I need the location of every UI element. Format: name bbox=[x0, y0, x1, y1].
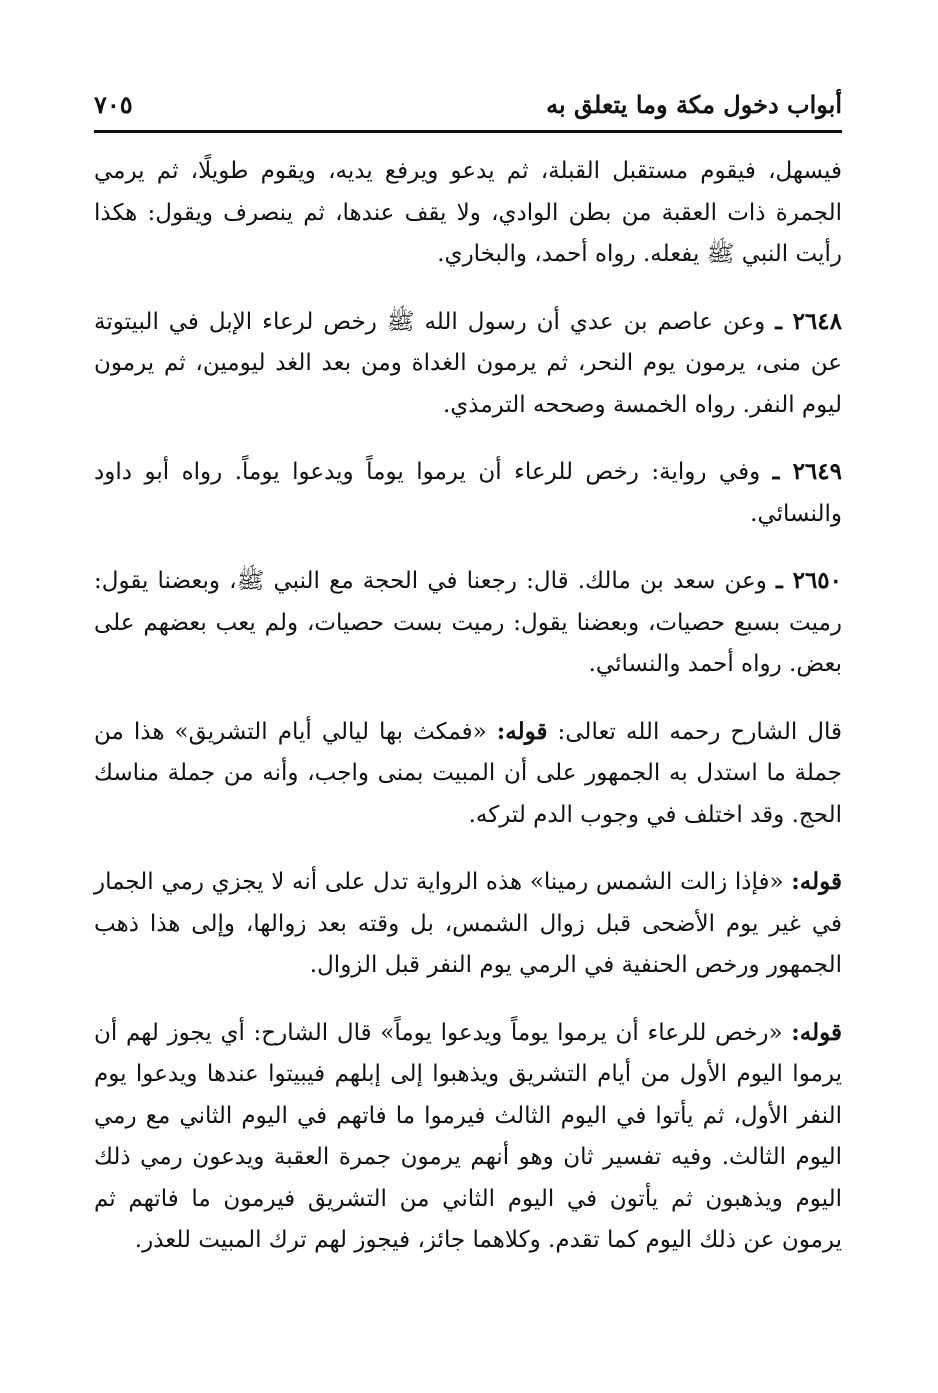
paragraph-text: وعن سعد بن مالك. قال: رجعنا في الحجة مع النبي ﷺ، وبعضنا يقول: رميت بسبع حصيات، وبعضنا يقول: رميت بست حصيات، ولم يعب بعضهم على بعض. رواه أحمد والنسائي. bbox=[94, 568, 842, 677]
paragraph-text: وعن عاصم بن عدي أن رسول الله ﷺ رخص لرعاء الإبل في البيتوتة عن منى، يرمون يوم النحر، ثم يرمون الغداة ومن بعد الغد ليومين، ثم يرمون ليوم النفر. رواه الخمسة وصححه الترمذي. bbox=[94, 308, 842, 418]
paragraph-text: «فإذا زالت الشمس رمينا» هذه الرواية تدل على أنه لا يجزي رمي الجمار في غير يوم الأضحى قبل زوال الشمس، بل وقته بعد زوالها، وإلى هذا ذهب الجمهور ورخص الحنفية في الرمي يوم النفر قبل الزوال. bbox=[94, 869, 842, 978]
hadith-number: ٢٦٤٨ ـ bbox=[775, 307, 842, 335]
commentary-keyword: قوله: bbox=[791, 868, 842, 895]
hadith-2650 bbox=[94, 560, 842, 686]
paragraph-text: «رخص للرعاء أن يرموا يوماً ويدعوا يوماً» قال الشارح: أي يجوز لهم أن يرموا اليوم الأول من أيام التشريق ويذهبوا إلى إبلهم فيبيتوا عندها ويدعوا يوم النفر الأول، ثم يأتوا في اليوم الثالث فيرموا ما فاتهم في اليوم الثاني مع رمي اليوم الثالث. وفيه تفسير ثان وهو أنهم يرمون جمرة العقبة ويدعون رمي ذلك اليوم ويذهبون ثم يأتون في اليوم الثاني من التشريق فيرمون ما فاتهم ثم يرمون عن ذلك اليوم كما تقدم. وكلاهما جائز، فيجوز لهم ترك المبيت للعذر. bbox=[94, 1019, 842, 1253]
commentary-keyword: قوله: bbox=[496, 717, 548, 745]
running-header bbox=[94, 78, 842, 133]
paragraph-text: «فمكث بها ليالي أيام التشريق» هذا من جملة ما استدل به الجمهور على أن المبيت بمنى واجب، وأنه من جملة مناسك الحج. وقد اختلف في وجوب الدم لتركه. bbox=[94, 718, 842, 828]
page-number: ٧٠٥ bbox=[94, 90, 133, 119]
chapter-title: أبواب دخول مكة وما يتعلق به bbox=[546, 90, 842, 119]
commentary-paragraph bbox=[94, 1012, 842, 1262]
hadith-number: ٢٦٤٩ ـ bbox=[772, 458, 842, 485]
paragraph-continuation bbox=[94, 151, 842, 276]
body-text bbox=[94, 151, 842, 1262]
book-page bbox=[94, 78, 842, 1287]
hadith-2648 bbox=[94, 301, 842, 427]
paragraph-text: وفي رواية: رخص للرعاء أن يرموا يوماً ويدعوا يوماً. رواه أبو داود والنسائي. bbox=[94, 459, 842, 527]
commentary-paragraph bbox=[94, 861, 842, 987]
commentary-keyword: قوله: bbox=[791, 1018, 843, 1046]
paragraph-text: فيسهل، فيقوم مستقبل القبلة، ثم يدعو ويرفع يديه، ويقوم طويلًا، ثم يرمي الجمرة ذات العقبة من بطن الوادي، ولا يقف عندها، ثم ينصرف ويقول: هكذا رأيت النبي ﷺ يفعله. رواه أحمد، والبخاري. bbox=[94, 158, 842, 267]
hadith-number: ٢٦٥٠ ـ bbox=[776, 567, 843, 594]
commentary-paragraph bbox=[94, 711, 842, 837]
hadith-2649 bbox=[94, 451, 842, 535]
commentary-lead: قال الشارح رحمه الله تعالى: bbox=[557, 718, 842, 745]
